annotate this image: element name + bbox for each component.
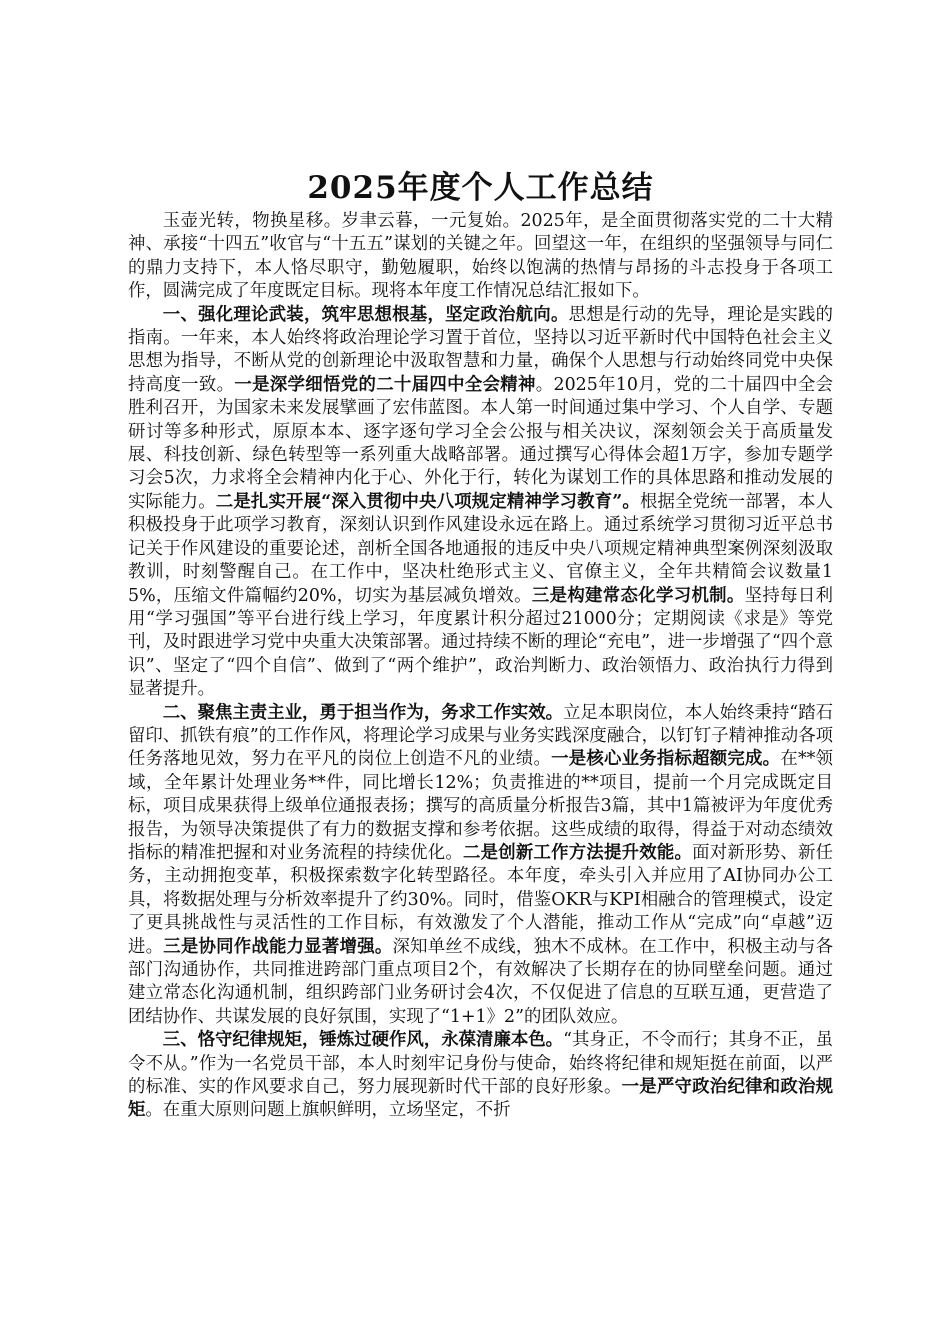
section3-heading: 三、恪守纪律规矩，锤炼过硬作风，永葆清廉本色。 (162, 1030, 564, 1051)
section1-text3: 根据全党统一部署，本人积极投身于此项学习教育，深刻认识到作风建设永远在路上。通过系统学习贯彻习近平总书记关于作风建设的重要论述，剖析全国各地通报的违反中央八项规定精神典型案例深刻汲取教训，时刻警醒自己。在工作中，坚决杜绝形式主义、官僚主义，全年共精简会议数量15%，压缩文件篇幅约20%，切实为基层减负增效。 (128, 491, 833, 606)
section2-heading: 二、聚焦主责主业，勇于担当作为，务求工作实效。 (162, 702, 564, 723)
section1-point3: 三是构建常态化学习机制。 (531, 585, 745, 606)
section3-text2: 。在重大原则问题上旗帜鲜明，立场坚定，不折 (145, 1100, 511, 1121)
section1-text2: 。2025年10月，党的二十届四中全会胜利召开，为国家未来发展擘画了宏伟蓝图。本人第一时间通过集中学习、个人自学、专题研讨等多种形式，原原本本、逐字逐句学习全会公报与相关决议，深刻领会关于高质量发展、科技创新、绿色转型等一系列重大战略部署。通过撰写心得体会超1万字，参加专题学习会5次，力求将全会精神内化于心、外化于行，转化为谋划工作的具体思路和推动发展的实际能力。 (128, 374, 833, 512)
section1-heading: 一、强化理论武装，筑牢思想根基，坚定政治航向。 (162, 304, 569, 325)
section2-text4: 深知单丝不成线，独木不成林。在工作中，积极主动与各部门沟通协作，共同推进跨部门重点项目2个，有效解决了长期存在的协同壁垒问题。通过建立常态化沟通机制，组织跨部门业务研讨会4次，不仅促进了信息的互联互通，更营造了团结协作、共谋发展的良好氛围，实现了“1+1》2”的团队效应。 (128, 936, 833, 1027)
section3-paragraph (128, 1029, 833, 1123)
section2-point3: 三是协同作战能力显著增强。 (163, 936, 393, 957)
section1-point2: 二是扎实开展“深入贯彻中央八项规定精神学习教育”。 (215, 491, 640, 512)
intro-text: 玉壶光转，物换星移。岁聿云暮，一元复始。2025年，是全面贯彻落实党的二十大精神、承接“十四五”收官与“十五五”谋划的关键之年。回望这一年，在组织的坚强领导与同仁的鼎力支持下，本人恪尽职守，勤勉履职，始终以饱满的热情与昂扬的斗志投身于各项工作，圆满完成了年度既定目标。现将本年度工作情况总结汇报如下。 (128, 211, 833, 302)
section1-text1: 思想是行动的先导，理论是实践的指南。一年来，本人始终将政治理论学习置于首位，坚持以习近平新时代中国特色社会主义思想为指导，不断从党的创新理论中汲取智慧和力量，确保个人思想与行动始终同党中央保持高度一致。 (128, 304, 833, 395)
section2-point1: 一是核心业务指标超额完成。 (551, 749, 781, 770)
section2-paragraph (128, 702, 833, 1030)
section1-point1: 一是深学细悟党的二十届四中全会精神 (234, 374, 536, 395)
document-title: 2025年度个人工作总结 (307, 170, 654, 206)
section3-text1: “其身正，不令而行；其身不正，虽令不从。”作为一名党员干部，本人时刻牢记身份与使命，始终将纪律和规矩挺在前面，以严的标准、实的作风要求自己，努力展现新时代干部的良好形象。 (128, 1030, 833, 1098)
section2-text1: 立足本职岗位，本人始终秉持“踏石留印、抓铁有痕”的工作作风，将理论学习成果与业务实践深度融合，以钉钉子精神推动各项任务落地见效，努力在平凡的岗位上创造不凡的业绩。 (128, 702, 833, 770)
section1-paragraph (128, 304, 833, 702)
section2-point2: 二是创新工作方法提升效能。 (462, 842, 693, 863)
section2-text3: 面对新形势、新任务，主动拥抱变革，积极探索数字化转型路径。本年度，牵头引入并应用了AI协同办公工具，将数据处理与分析效率提升了约30%。同时，借鉴OKR与KPI相融合的管理模式，设定了更具挑战性与灵活性的工作目标，有效激发了个人潜能，推动工作从“完成”向“卓越”迈进。 (128, 842, 833, 957)
section2-text2: 在**领域，全年累计处理业务**件，同比增长12%；负责推进的**项目，提前一个月完成既定目标，项目成果获得上级单位通报表扬；撰写的高质量分析报告3篇，其中1篇被评为年度优秀报告，为领导决策提供了有力的数据支撑和参考依据。这些成绩的取得，得益于对动态绩效指标的精准把握和对业务流程的持续优化。 (128, 749, 833, 863)
section3-point1: 一是严守政治纪律和政治规矩 (128, 1077, 833, 1121)
intro-paragraph (128, 210, 833, 304)
section1-text4: 坚持每日利用“学习强国”等平台进行线上学习，年度累计积分超过21000分；定期阅读《求是》等党刊，及时跟进学习党中央重大决策部署。通过持续不断的理论“充电”，进一步增强了“四个意识”、坚定了“四个自信”、做到了“两个维护”，政治判断力、政治领悟力、政治执行力得到显著提升。 (128, 585, 833, 700)
document-page (128, 168, 833, 1123)
